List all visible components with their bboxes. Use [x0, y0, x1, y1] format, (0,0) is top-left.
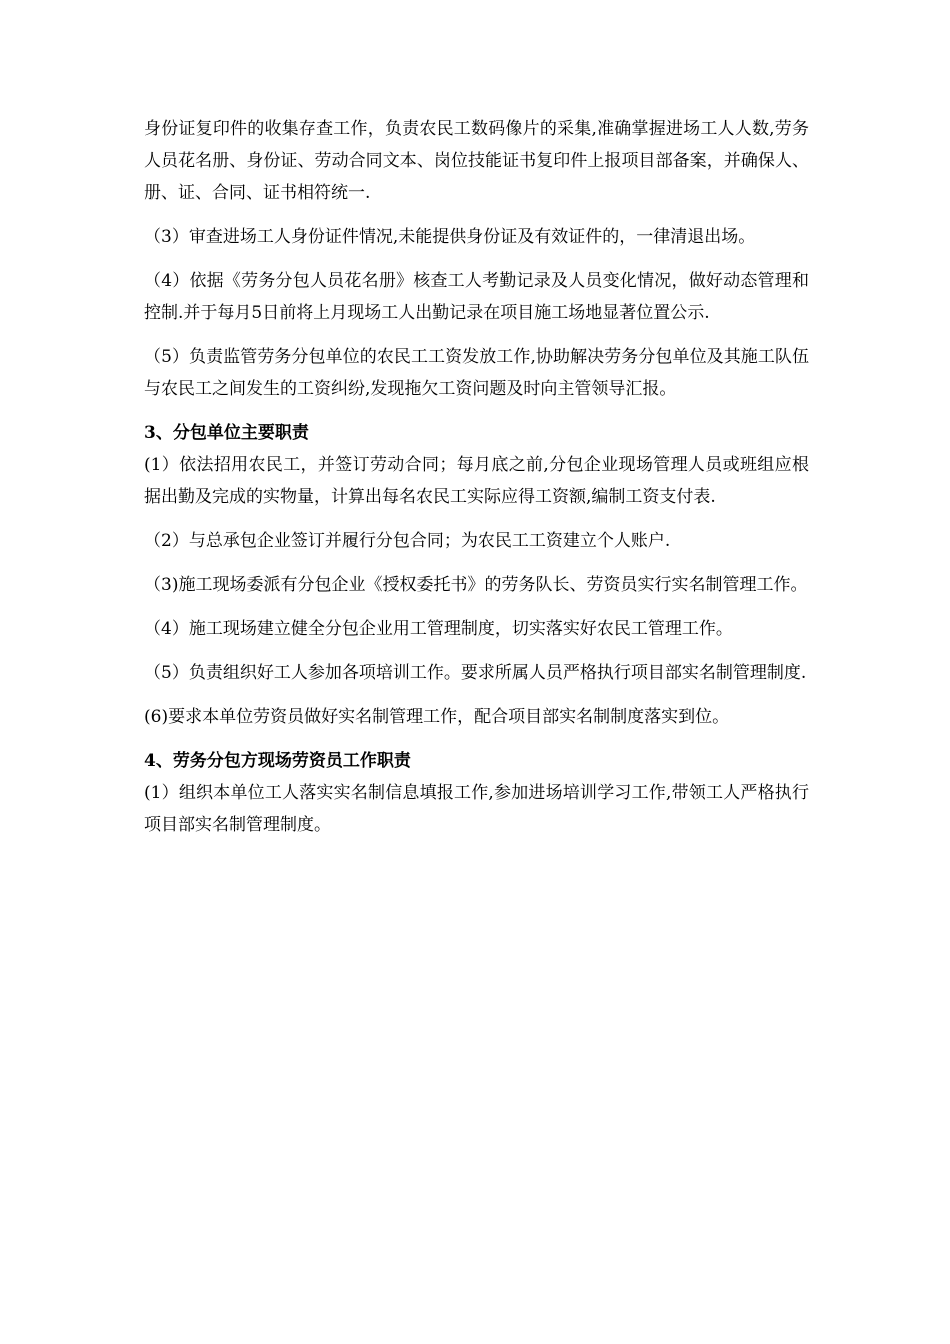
paragraph-duty-1-info-entry: (1）组织本单位工人落实实名制信息填报工作,参加进场培训学习工作,带领工人严格执行项目部实名制管理制度。	[144, 783, 809, 835]
paragraph-sub-2-contract: （2）与总承包企业签订并履行分包合同；为农民工工资建立个人账户.	[144, 531, 671, 551]
paragraph-sub-3-authorization: （3)施工现场委派有分包企业《授权委托书》的劳务队长、劳资员实行实名制管理工作。	[144, 575, 808, 595]
paragraph-item-3-id-check: （3）审查进场工人身份证件情况,未能提供身份证及有效证件的，一律清退出场。	[144, 227, 756, 247]
paragraph-id-copy-collection: 身份证复印件的收集存查工作，负责农民工数码像片的采集,准确掌握进场工人人数,劳务人员花名册、身份证、劳动合同文本、岗位技能证书复印件上报项目部备案，并确保人、册、证、合同、证书相符统一.	[144, 119, 809, 203]
section-heading-4: 4、劳务分包方现场劳资员工作职责	[144, 751, 411, 771]
paragraph-sub-6-labor-officer: (6)要求本单位劳资员做好实名制管理工作，配合项目部实名制制度落实到位。	[144, 707, 730, 727]
paragraph-sub-5-training: （5）负责组织好工人参加各项培训工作。要求所属人员严格执行项目部实名制管理制度.	[144, 663, 807, 683]
paragraph-item-5-wage-supervision: （5）负责监管劳务分包单位的农民工工资发放工作,协助解决劳务分包单位及其施工队伍与农民工之间发生的工资纠纷,发现拖欠工资问题及时向主管领导汇报。	[144, 347, 809, 399]
section-heading-3: 3、分包单位主要职责	[144, 423, 309, 443]
paragraph-sub-1-hiring: (1）依法招用农民工，并签订劳动合同；每月底之前,分包企业现场管理人员或班组应根据出勤及完成的实物量，计算出每名农民工实际应得工资额,编制工资支付表.	[144, 455, 809, 507]
document-page	[144, 113, 809, 841]
paragraph-sub-4-management-system: （4）施工现场建立健全分包企业用工管理制度，切实落实好农民工管理工作。	[144, 619, 733, 639]
paragraph-item-4-attendance: （4）依据《劳务分包人员花名册》核查工人考勤记录及人员变化情况，做好动态管理和控制.并于每月5日前将上月现场工人出勤记录在项目施工场地显著位置公示.	[144, 271, 809, 323]
